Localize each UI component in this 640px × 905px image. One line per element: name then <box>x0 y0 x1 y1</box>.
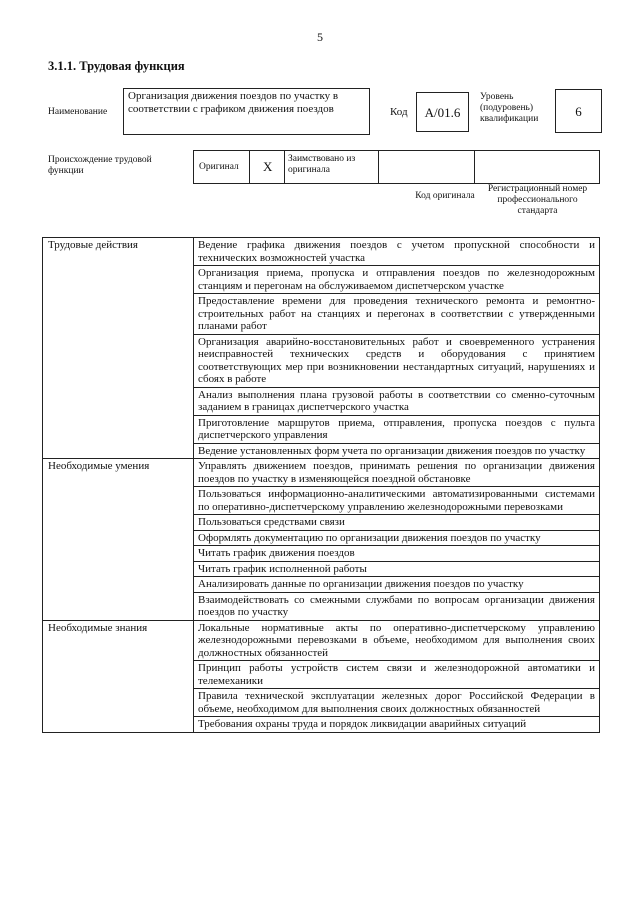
section-item: Управлять движением поездов, принимать решения по организации движения поездов по участку в изменяющейся поездной обстановке <box>194 459 600 487</box>
section-item: Оформлять документацию по организации движения поездов по участку <box>194 530 600 546</box>
qualification-level: 6 <box>555 89 602 133</box>
origin-cell-code <box>378 151 475 183</box>
table-row <box>43 620 600 661</box>
level-label: Уровень (подуровень) квалификации <box>480 92 539 124</box>
section-item: Приготовление маршрутов приема, отправления, пропуска поездов с пульта диспетчерского управления <box>194 415 600 443</box>
section-title: 3.1.1. Трудовая функция <box>48 59 185 73</box>
origin-label: Происхождение трудовой функции <box>48 155 152 176</box>
function-code: А/01.6 <box>416 92 469 132</box>
section-title-cell: Трудовые действия <box>43 238 194 459</box>
section-item: Взаимодействовать со смежными службами по вопросам организации движения поездов по участку <box>194 592 600 620</box>
table-row <box>43 459 600 487</box>
section-item: Предоставление времени для проведения технического ремонта и ремонтно-строительных работ на станциях и перегонах в соответствии с утвержденными планами работ <box>194 294 600 335</box>
section-item: Пользоваться информационно-аналитическими автоматизированными системами по оперативно-диспетчерскому управлению железнодорожными перевозками <box>194 487 600 515</box>
original-mark: X <box>263 159 273 174</box>
code-original-caption: Код оригинала <box>415 191 475 201</box>
section-item: Организация приема, пропуска и отправления поездов по железнодорожным станциям и перегонам на обслуживаемом диспетчерском участке <box>194 266 600 294</box>
code-label: Код <box>390 106 408 118</box>
section-item: Ведение установленных форм учета по организации движения поездов по участку <box>194 443 600 459</box>
section-item: Принцип работы устройств систем связи и железнодорожной автоматики и телемеханики <box>194 661 600 689</box>
section-item: Читать график движения поездов <box>194 546 600 562</box>
section-item: Пользоваться средствами связи <box>194 515 600 531</box>
section-item: Анализ выполнения плана грузовой работы в соответствии со сменно-суточным заданием в границах диспетчерского участка <box>194 387 600 415</box>
section-title-cell: Необходимые знания <box>43 620 194 732</box>
section-item: Требования охраны труда и порядок ликвидации аварийных ситуаций <box>194 717 600 733</box>
origin-table <box>193 150 600 184</box>
section-item: Читать график исполненной работы <box>194 561 600 577</box>
page-number: 5 <box>317 30 323 44</box>
function-details-table <box>42 237 600 733</box>
borrowed-label: Заимствовано из оригинала <box>288 154 356 175</box>
function-name: Организация движения поездов по участку в соответствии с графиком движения поездов <box>123 88 370 135</box>
original-label: Оригинал <box>199 162 239 172</box>
section-item: Организация аварийно-восстановительных работ и своевременного устранения неисправностей технических средств и оборудования с принятием соответствующих мер при возникновении нестандартных ситуаций, нарушениях и сбоях в работе <box>194 334 600 387</box>
section-title-cell: Необходимые умения <box>43 459 194 621</box>
section-item: Ведение графика движения поездов с учетом пропускной способности и технических возможностей участка <box>194 238 600 266</box>
reg-number-caption: Регистрационный номер профессионального стандарта <box>487 184 588 216</box>
section-item: Анализировать данные по организации движения поездов по участку <box>194 577 600 593</box>
section-item: Локальные нормативные акты по оперативно-диспетчерскому управлению железнодорожными перевозками в объеме, необходимом для выполнения своих должностных обязанностей <box>194 620 600 661</box>
table-row <box>43 238 600 266</box>
name-label: Наименование <box>48 107 108 117</box>
origin-cell-reg <box>474 151 599 183</box>
section-item: Правила технической эксплуатации железных дорог Российской Федерации в объеме, необходимом для выполнения своих должностных обязанностей <box>194 689 600 717</box>
